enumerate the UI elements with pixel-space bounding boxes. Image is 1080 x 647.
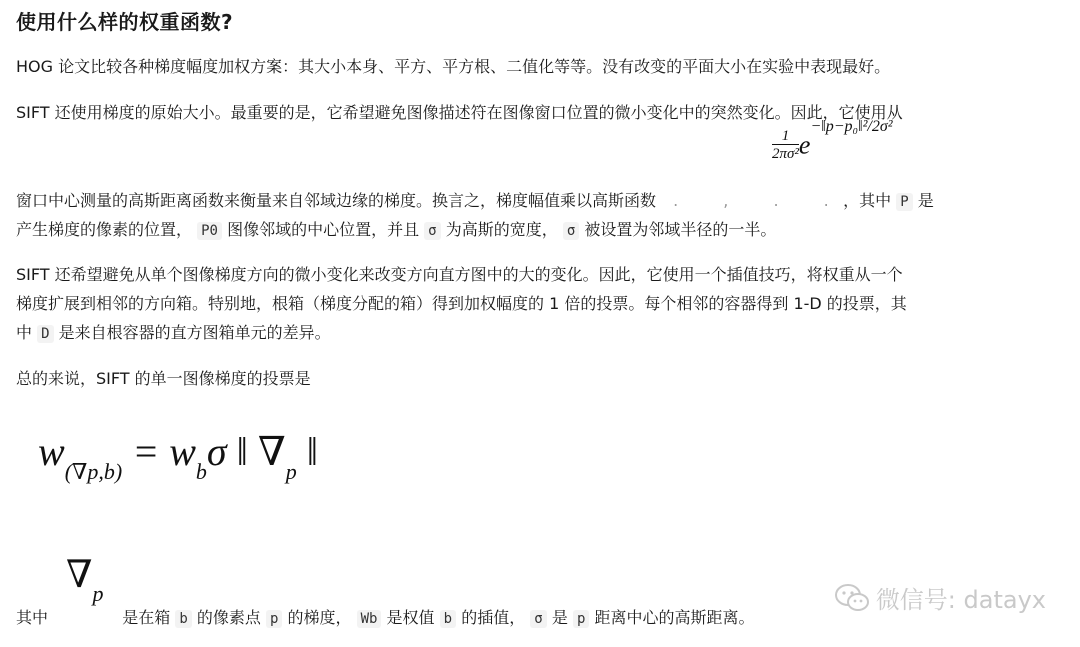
paragraph-sift-line2 [16,186,934,217]
text: 窗口中心测量的高斯距离函数来衡量来自邻域边缘的梯度。换言之，梯度幅值乘以高斯函数 [16,191,657,210]
wechat-icon [834,583,870,613]
inline-code: σ [530,610,546,628]
paragraph-interp-line2: 梯度扩展到相邻的方向箱。特别地，根箱（梯度分配的箱）得到加权幅度的 1 倍的投票。每个相邻的容器得到 1-D 的投票，其 [16,294,907,313]
paragraph-interp-line1: SIFT 还希望避免从单个图像梯度方向的微小变化来改变方向直方图中的大的变化。因此，它使用一个插值技巧，将权重从一个 [16,265,903,284]
section-title: 使用什么样的权重函数? [16,10,234,34]
inline-code: Wb [357,610,382,628]
text: 的插值， [461,608,526,627]
formula-end: ‖ [296,429,318,474]
paragraph-hog: HOG 论文比较各种梯度幅度加权方案：其大小本身、平方、平方根、二值化等等。没有改变的平面大小在实验中表现最好。 [16,57,891,76]
text: 是 [917,191,934,210]
inline-code: P0 [197,222,222,240]
exp-base: e [798,130,811,160]
paragraph-interp-line3 [16,318,331,349]
text: 距离中心的高斯距离。 [594,608,755,627]
formula-subscript: (∇p,b) [64,459,123,484]
text: 图像邻域的中心位置，并且 [227,220,420,239]
gaussian-fraction [772,128,799,163]
nabla-p [66,552,104,606]
vote-formula [38,428,318,484]
gaussian-formula [772,118,893,163]
text: 为高斯的宽度， [445,220,558,239]
inline-code: σ [563,222,579,240]
exp-power: −‖p−p₀‖²/2σ² [810,118,893,136]
inline-code: p [573,610,589,628]
paragraph-last [16,603,754,634]
formula-rhs-rest: σ ‖ ∇ [206,429,286,474]
watermark [834,580,1046,615]
nabla-symbol: ∇ [66,554,93,596]
fraction-denominator: 2πσ² [772,146,799,162]
inline-code: σ [424,222,440,240]
paragraph-summary: 总的来说，SIFT 的单一图像梯度的投票是 [16,369,311,388]
paragraph-sift-line3 [16,215,776,246]
fraction-numerator: 1 [772,128,799,145]
paragraph-sift-line1: SIFT 还使用梯度的原始大小。最重要的是，它希望避免图像描述符在图像窗口位置的微小变化中的突然变化。因此，它使用从 [16,103,903,122]
inline-code: b [175,610,191,628]
text: ，其中 [843,191,892,210]
watermark-text: 微信号: datayx [875,586,1046,614]
formula-rhs: = w [122,429,196,474]
inline-code: b [440,610,456,628]
text: 中 [16,323,33,342]
text: 其中 [16,608,49,627]
inline-code: D [37,325,53,343]
inline-code: p [266,610,282,628]
text: 的梯度， [287,608,352,627]
formula-w: w [38,429,65,474]
nabla-subscript: p [92,581,104,606]
formula-nabla-subscript: p [285,459,297,484]
text: 是 [551,608,568,627]
text: 产生梯度的像素的位置， [16,220,193,239]
text: 是在箱 [122,608,171,627]
inline-code: P [896,193,912,211]
formula-placeholder: . , . . [673,191,849,210]
formula-rhs-subscript: b [195,459,207,484]
text: 是来自根容器的直方图箱单元的差异。 [58,323,331,342]
text: 是权值 [386,608,435,627]
text: 被设置为邻域半径的一半。 [584,220,777,239]
text: 的像素点 [196,608,261,627]
